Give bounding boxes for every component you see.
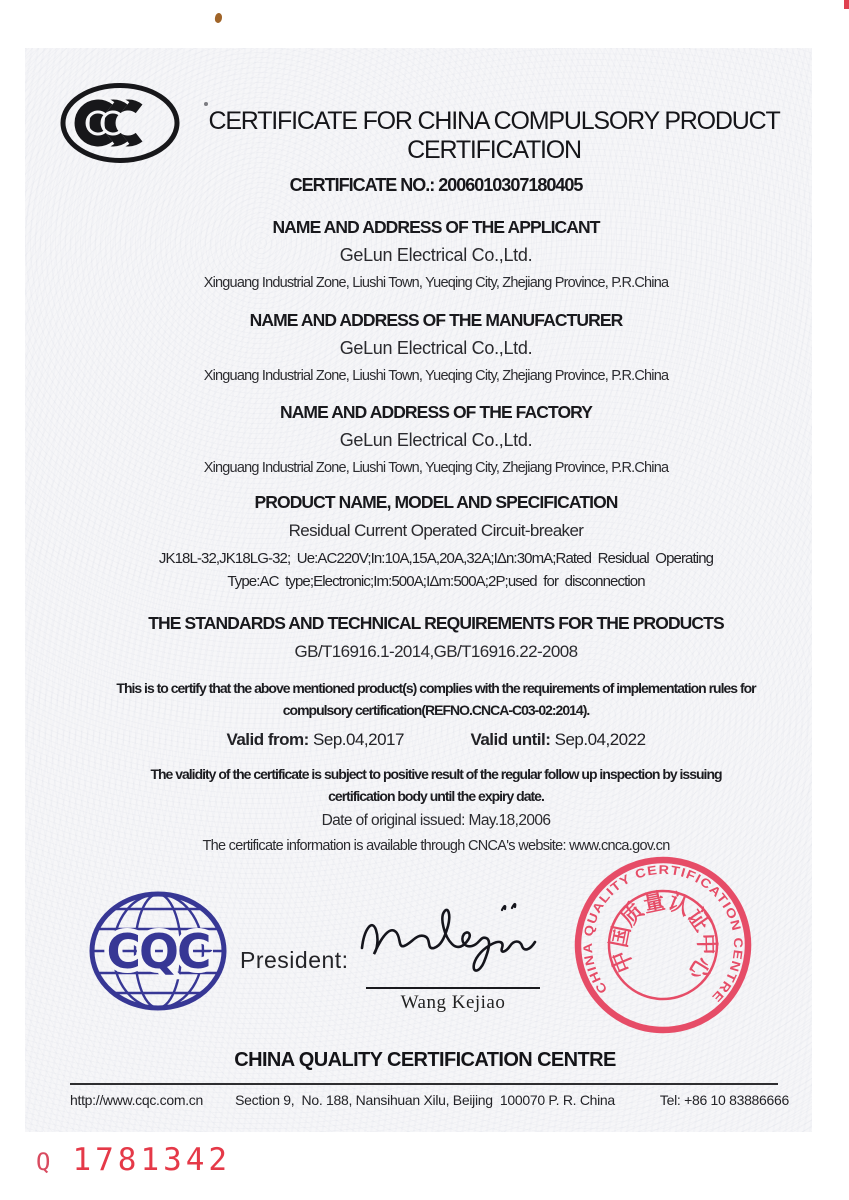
manufacturer-company: GeLun Electrical Co.,Ltd. xyxy=(339,338,533,358)
president-signature xyxy=(352,896,557,990)
product-name: Residual Current Operated Circuit-breaker xyxy=(288,521,584,540)
footer-tel: Tel: +86 10 83886666 xyxy=(659,1092,789,1108)
serial-number: 1781342 xyxy=(72,1142,232,1178)
signature-underline xyxy=(366,987,540,989)
serial-number-block xyxy=(36,1142,231,1178)
product-spec-line-1: JK18L-32,JK18LG-32; Ue:AC220V;In:10A,15A,20A,32A;IΔn:30mA;Rated Residual Operating xyxy=(158,550,714,567)
product-heading: PRODUCT NAME, MODEL AND SPECIFICATION xyxy=(254,492,618,512)
cqc-logo xyxy=(86,889,230,1013)
applicant-company: GeLun Electrical Co.,Ltd. xyxy=(339,245,533,265)
standards-heading: THE STANDARDS AND TECHNICAL REQUIREMENTS FOR THE PRODUCTS xyxy=(148,613,724,633)
valid-until-label: Valid until: xyxy=(470,730,551,749)
manufacturer-heading: NAME AND ADDRESS OF THE MANUFACTURER xyxy=(249,310,623,330)
scan-speck xyxy=(214,12,223,23)
original-issue-date: Date of original issued: May.18,2006 xyxy=(321,812,551,829)
valid-from-value: Sep.04,2017 xyxy=(313,730,404,749)
valid-until-value: Sep.04,2022 xyxy=(554,730,646,749)
page-title: CERTIFICATE FOR CHINA COMPULSORY PRODUCT CERTIFICATION xyxy=(208,107,780,164)
validity-row xyxy=(40,730,832,750)
stamp-ring-text: CHINA QUALITY CERTIFICATION CENTRE xyxy=(580,862,746,1005)
manufacturer-address: Xinguang Industrial Zone, Liushi Town, Yueqing City, Zhejiang Province, P.R.China xyxy=(203,368,669,384)
cnca-website-note: The certificate information is available through CNCA's website: www.cnca.gov.cn xyxy=(202,838,670,854)
applicant-heading: NAME AND ADDRESS OF THE APPLICANT xyxy=(272,217,600,237)
svg-text:中国质量认证中心 xyxy=(603,883,726,987)
footer-website: http://www.cqc.com.cn xyxy=(70,1092,203,1108)
footer-address: Section 9, No. 188, Nansihuan Xilu, Beijing 100070 P. R. China xyxy=(235,1092,615,1108)
product-spec-line-2: Type:AC type;Electronic;Im:500A;IΔm:500A;2P;used for disconnection xyxy=(227,573,645,590)
ccc-logo xyxy=(58,82,182,164)
footer-rule xyxy=(70,1083,778,1085)
issuer-name: CHINA QUALITY CERTIFICATION CENTRE xyxy=(234,1049,616,1071)
validity-note: The validity of the certificate is subject to positive result of the regular follow up inspection by issuing certification body until the expiry date. xyxy=(150,766,722,804)
scan-corner-mark xyxy=(844,0,849,9)
standards-value: GB/T16916.1-2014,GB/T16916.22-2008 xyxy=(294,642,578,661)
cqc-logo-text: CQC xyxy=(106,925,210,980)
president-name: Wang Kejiao xyxy=(400,992,506,1013)
factory-heading: NAME AND ADDRESS OF THE FACTORY xyxy=(279,402,593,422)
scan-dot xyxy=(204,102,208,106)
certification-stamp xyxy=(570,852,756,1038)
valid-from-label: Valid from: xyxy=(226,730,309,749)
factory-company: GeLun Electrical Co.,Ltd. xyxy=(339,430,533,450)
president-label: President: xyxy=(240,947,349,973)
serial-prefix: Q xyxy=(36,1148,51,1176)
svg-text:CHINA QUALITY CERTIFICATION CE xyxy=(575,855,753,1011)
applicant-address: Xinguang Industrial Zone, Liushi Town, Yueqing City, Zhejiang Province, P.R.China xyxy=(203,275,669,291)
stamp-inner-text: 中国质量认证中心 xyxy=(606,887,720,986)
certificate-number: CERTIFICATE NO.: 2006010307180405 xyxy=(289,175,583,195)
factory-address: Xinguang Industrial Zone, Liushi Town, Yueqing City, Zhejiang Province, P.R.China xyxy=(203,460,669,476)
certify-statement: This is to certify that the above mentioned product(s) complies with the requirements of implementation rules for compulsory certification(REFNO.CNCA-C03-02:2014). xyxy=(116,680,756,718)
